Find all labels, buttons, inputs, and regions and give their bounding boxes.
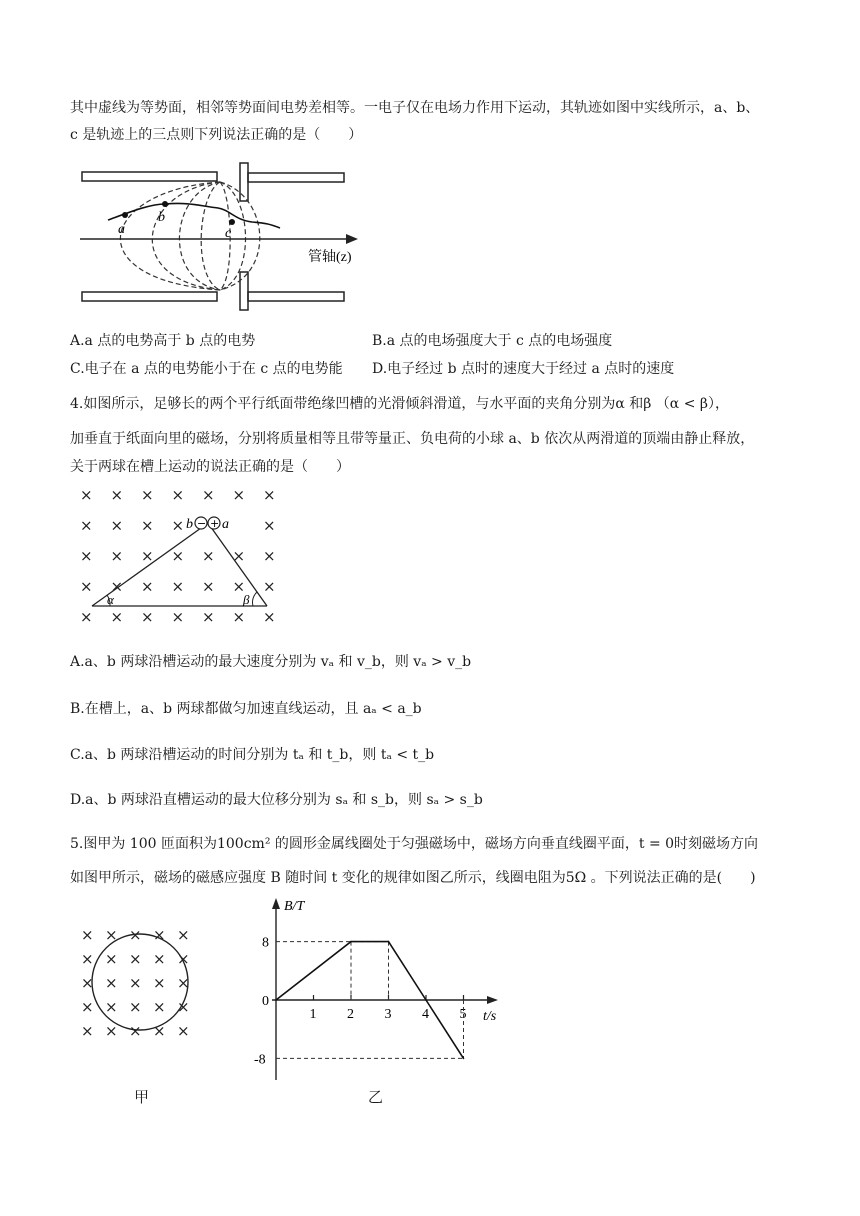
field-cross: × bbox=[141, 608, 154, 626]
coil-field-cross: × bbox=[105, 974, 118, 992]
q5-stem-line-2: 如图甲所示，磁场的磁感应强度 B 随时间 t 变化的规律如图乙所示，线圈电阻为5Ω 。下列说法正确的是( ) bbox=[70, 870, 756, 886]
coil-field-cross: × bbox=[105, 926, 118, 944]
electrode-bottom bbox=[240, 272, 344, 310]
q4-figure-inclined-grooves bbox=[70, 480, 290, 632]
point-b-label: b bbox=[158, 210, 165, 225]
coil-field-cross: × bbox=[153, 950, 166, 968]
field-cross: × bbox=[232, 577, 246, 596]
q3-option-d[interactable]: D.电子经过 b 点时的速度大于经过 a 点时的速度 bbox=[372, 361, 675, 377]
field-cross: × bbox=[80, 547, 93, 565]
coil-field-cross: × bbox=[153, 926, 166, 944]
coil-field-crosses bbox=[81, 926, 190, 1040]
q5-figure-yi-chart bbox=[240, 892, 510, 1097]
field-cross: × bbox=[232, 608, 246, 626]
y-axis-label: B/T bbox=[284, 899, 305, 914]
field-cross: × bbox=[171, 486, 185, 504]
q4-option-c[interactable]: C.a、b 两球沿槽运动的时间分别为 tₐ 和 t_b，则 tₐ < t_b bbox=[70, 747, 435, 763]
field-cross: × bbox=[141, 547, 154, 565]
coil-field-cross: × bbox=[177, 950, 190, 968]
q4-stem-line-2: 加垂直于纸面向里的磁场，分别将质量相等且带等量正、负电荷的小球 a、b 依次从两滑道的顶端由静止释放， bbox=[70, 431, 755, 447]
point-b-dot bbox=[162, 201, 168, 207]
q3-stem-line-1: 其中虚线为等势面，相邻等势面间电势差相等。一电子仅在电场力作用下运动，其轨迹如图中实线所示，a、b、 bbox=[70, 100, 760, 116]
coil-field-cross: × bbox=[105, 1022, 118, 1040]
q3-option-c[interactable]: C.电子在 a 点的电势能小于在 c 点的电势能 bbox=[70, 361, 343, 377]
coil-field-cross: × bbox=[177, 998, 190, 1016]
ball-a-sign: + bbox=[210, 517, 220, 530]
field-cross: × bbox=[232, 486, 246, 504]
fig-yi-caption: 乙 bbox=[368, 1088, 384, 1106]
field-cross: × bbox=[80, 577, 93, 596]
q3-figure-electric-tube bbox=[70, 160, 370, 315]
q4-option-a[interactable]: A.a、b 两球沿槽运动的最大速度分别为 vₐ 和 v_b，则 vₐ > v_b bbox=[70, 654, 472, 670]
coil-field-cross: × bbox=[105, 950, 118, 968]
point-c-label: c bbox=[225, 226, 232, 241]
coil-field-cross: × bbox=[81, 998, 94, 1016]
coil-field-cross: × bbox=[129, 1022, 142, 1040]
coil-field-cross: × bbox=[105, 998, 118, 1016]
y-tick-label: -8 bbox=[254, 1052, 266, 1068]
x-tick-label: 1 bbox=[309, 1007, 317, 1022]
y-axis-arrow bbox=[272, 898, 280, 909]
x-tick-label: 3 bbox=[384, 1007, 392, 1022]
field-cross: × bbox=[80, 608, 93, 626]
tube-wall-bottom bbox=[82, 292, 217, 301]
field-cross: × bbox=[110, 577, 124, 596]
field-cross: × bbox=[171, 547, 185, 565]
q3-option-b[interactable]: B.a 点的电场强度大于 c 点的电场强度 bbox=[372, 333, 613, 349]
x-tick-label: 4 bbox=[422, 1007, 429, 1022]
x-axis-arrow bbox=[487, 996, 498, 1004]
field-cross: × bbox=[202, 547, 215, 565]
series-b-point bbox=[350, 941, 352, 943]
field-cross: × bbox=[110, 516, 124, 535]
field-cross: × bbox=[141, 516, 154, 535]
coil-field-cross: × bbox=[153, 1022, 166, 1040]
q4-option-d[interactable]: D.a、b 两球沿直槽运动的最大位移分别为 sₐ 和 s_b，则 sₐ > s_b bbox=[70, 792, 483, 808]
fig-jia-caption: 甲 bbox=[134, 1088, 150, 1106]
coil-field-cross: × bbox=[81, 950, 94, 968]
coil-field-cross: × bbox=[153, 974, 166, 992]
equipotential-lines bbox=[120, 182, 259, 290]
q4-stem-line-3: 关于两球在槽上运动的说法正确的是（ ） bbox=[70, 459, 350, 475]
field-cross: × bbox=[171, 577, 185, 596]
q3-option-a[interactable]: A.a 点的电势高于 b 点的电势 bbox=[70, 333, 256, 349]
electrode-top bbox=[240, 163, 344, 201]
ball-a-label: a bbox=[222, 517, 229, 532]
tube-axis-arrowhead bbox=[346, 234, 358, 244]
field-cross: × bbox=[232, 547, 246, 565]
coil-field-cross: × bbox=[81, 974, 94, 992]
coil-field-cross: × bbox=[129, 950, 142, 968]
field-cross: × bbox=[141, 577, 154, 596]
x-tick-label: 5 bbox=[459, 1007, 467, 1022]
series-b-point bbox=[275, 999, 277, 1001]
field-cross: × bbox=[171, 608, 185, 626]
ball-b-sign: − bbox=[197, 517, 207, 530]
angle-alpha-label: α bbox=[107, 592, 114, 607]
x-tick-label: 2 bbox=[347, 1007, 354, 1022]
field-cross: × bbox=[141, 486, 154, 504]
field-cross: × bbox=[80, 486, 93, 504]
series-b-point bbox=[463, 1058, 465, 1060]
field-cross: × bbox=[110, 608, 124, 626]
series-b-point bbox=[425, 999, 427, 1001]
y-tick-label: 0 bbox=[262, 994, 269, 1009]
angle-beta-label: β bbox=[243, 592, 250, 607]
y-tick-label: 8 bbox=[262, 935, 269, 951]
field-cross: × bbox=[263, 486, 276, 504]
field-cross: × bbox=[80, 516, 93, 535]
q4-stem-line-1: 4.如图所示，足够长的两个平行纸面带绝缘凹槽的光滑倾斜滑道，与水平面的夹角分别为α 和β （α < β）， bbox=[70, 396, 729, 412]
tube-wall-top bbox=[82, 172, 217, 181]
field-cross: × bbox=[202, 577, 215, 596]
field-cross: × bbox=[263, 516, 276, 535]
field-cross: × bbox=[202, 608, 215, 626]
coil-field-cross: × bbox=[177, 926, 190, 944]
field-cross: × bbox=[110, 486, 124, 504]
angle-beta-arc bbox=[252, 592, 257, 606]
point-a-label: a bbox=[118, 222, 125, 237]
coil-field-cross: × bbox=[81, 1022, 94, 1040]
field-cross: × bbox=[202, 486, 215, 504]
q5-figure-jia-coil bbox=[78, 922, 208, 1052]
field-cross: × bbox=[263, 547, 276, 565]
coil-field-cross: × bbox=[129, 998, 142, 1016]
coil-field-cross: × bbox=[129, 974, 142, 992]
series-b-point bbox=[388, 941, 390, 943]
field-cross: × bbox=[263, 577, 276, 596]
field-cross: × bbox=[110, 547, 124, 565]
q4-option-b[interactable]: B.在槽上，a、b 两球都做匀加速直线运动，且 aₐ < a_b bbox=[70, 701, 422, 717]
x-axis-label: t/s bbox=[483, 1009, 497, 1024]
coil-field-cross: × bbox=[81, 926, 94, 944]
field-cross: × bbox=[263, 608, 276, 626]
coil-field-cross: × bbox=[177, 1022, 190, 1040]
point-c-dot bbox=[229, 219, 235, 225]
coil-field-cross: × bbox=[153, 998, 166, 1016]
ball-b-label: b bbox=[186, 517, 193, 532]
coil-field-cross: × bbox=[129, 926, 142, 944]
tube-axis-label: 管轴(z) bbox=[308, 250, 352, 265]
electron-trajectory bbox=[108, 203, 280, 228]
q3-stem-line-2: c 是轨迹上的三点则下列说法正确的是（ ） bbox=[70, 127, 363, 143]
field-cross: × bbox=[171, 516, 185, 535]
point-a-dot bbox=[122, 212, 128, 218]
q5-stem-line-1: 5.图甲为 100 匝面积为100cm² 的圆形金属线圈处于匀强磁场中，磁场方向垂直线圈平面，t = 0时刻磁场方向 bbox=[70, 836, 759, 852]
coil-field-cross: × bbox=[177, 974, 190, 992]
